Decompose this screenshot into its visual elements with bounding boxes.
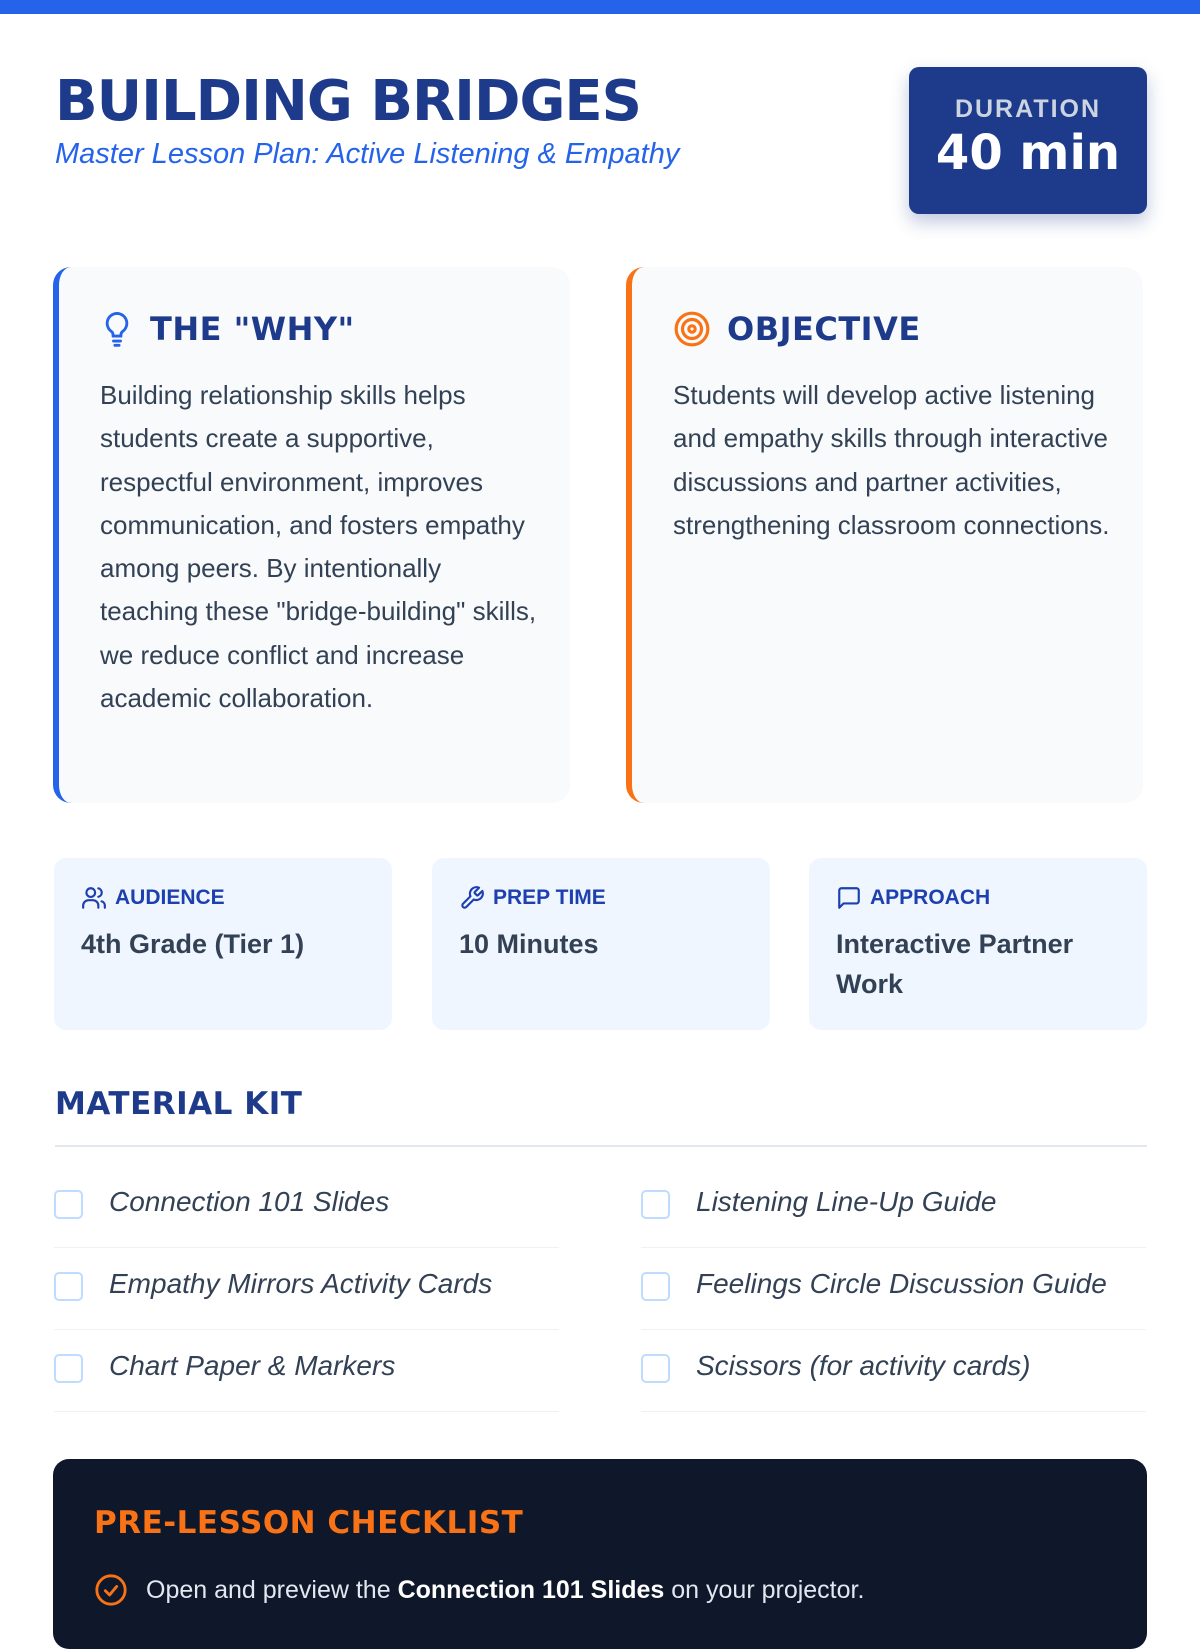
checklist-item-prefix: Open and preview the: [146, 1575, 398, 1604]
approach-value: Interactive Partner Work: [836, 929, 1074, 999]
material-label: Chart Paper & Markers: [109, 1350, 396, 1381]
target-icon: [673, 310, 711, 348]
users-icon: [81, 885, 115, 911]
duration-label: DURATION: [954, 95, 1102, 123]
section-divider: [55, 1145, 1147, 1147]
why-card-header: [100, 309, 355, 349]
page-subtitle: Master Lesson Plan: Active Listening & Empathy: [55, 138, 680, 170]
check-circle-icon: [94, 1573, 128, 1607]
why-card-title: THE "WHY": [150, 310, 355, 348]
checkbox[interactable]: [641, 1190, 670, 1219]
checklist-item: [94, 1573, 864, 1607]
checklist-item-suffix: on your projector.: [664, 1575, 865, 1604]
checkbox[interactable]: [54, 1190, 83, 1219]
objective-card-header: [673, 309, 921, 349]
approach-label: APPROACH: [870, 886, 991, 909]
checkbox[interactable]: [641, 1272, 670, 1301]
objective-card: [626, 267, 1143, 803]
material-item[interactable]: [641, 1167, 1146, 1248]
checkbox[interactable]: [641, 1354, 670, 1383]
audience-label: AUDIENCE: [115, 886, 225, 909]
objective-card-body: Students will develop active listening and empathy skills through interactive discussions and partner activities, strengthening classroom connections.: [673, 380, 1110, 540]
wrench-icon: [459, 885, 493, 911]
duration-value: 40 min: [935, 125, 1121, 181]
approach-card: [809, 858, 1147, 1030]
material-label: Empathy Mirrors Activity Cards: [109, 1268, 493, 1299]
checkbox[interactable]: [54, 1354, 83, 1383]
audience-card: [54, 858, 392, 1030]
checkbox[interactable]: [54, 1272, 83, 1301]
material-item[interactable]: [54, 1249, 559, 1330]
page-title: BUILDING BRIDGES: [55, 69, 641, 134]
why-card-body: Building relationship skills helps students create a supportive, respectful environment, improves communication, and fosters empathy among peers. By intentionally teaching these "bridge-building" skills, we reduce conflict and increase academic collaboration.: [100, 380, 537, 714]
material-item[interactable]: [54, 1331, 559, 1412]
audience-header: [81, 885, 225, 911]
prep-time-card: [432, 858, 770, 1030]
material-item[interactable]: [641, 1331, 1146, 1412]
material-item[interactable]: [54, 1167, 559, 1248]
material-item[interactable]: [641, 1249, 1146, 1330]
prep-time-label: PREP TIME: [493, 886, 606, 909]
material-kit-title: MATERIAL KIT: [55, 1086, 303, 1122]
approach-header: [836, 885, 990, 911]
material-label: Connection 101 Slides: [109, 1186, 390, 1217]
material-label: Listening Line-Up Guide: [696, 1186, 997, 1217]
material-label: Scissors (for activity cards): [696, 1350, 1031, 1381]
audience-value: 4th Grade (Tier 1): [81, 929, 305, 959]
checklist-item-emphasis: Connection 101 Slides: [397, 1575, 665, 1604]
checklist-title: PRE-LESSON CHECKLIST: [94, 1505, 524, 1541]
lightbulb-icon: [100, 309, 134, 349]
material-label: Feelings Circle Discussion Guide: [696, 1268, 1107, 1299]
pre-lesson-checklist: [53, 1459, 1147, 1649]
why-card: [53, 267, 570, 803]
prep-time-header: [459, 885, 606, 911]
checklist-item-text: [146, 1576, 864, 1605]
prep-time-value: 10 Minutes: [459, 929, 599, 959]
duration-badge: [909, 67, 1147, 214]
message-square-icon: [836, 885, 870, 911]
top-accent-bar: [0, 0, 1200, 14]
objective-card-title: OBJECTIVE: [727, 310, 921, 348]
